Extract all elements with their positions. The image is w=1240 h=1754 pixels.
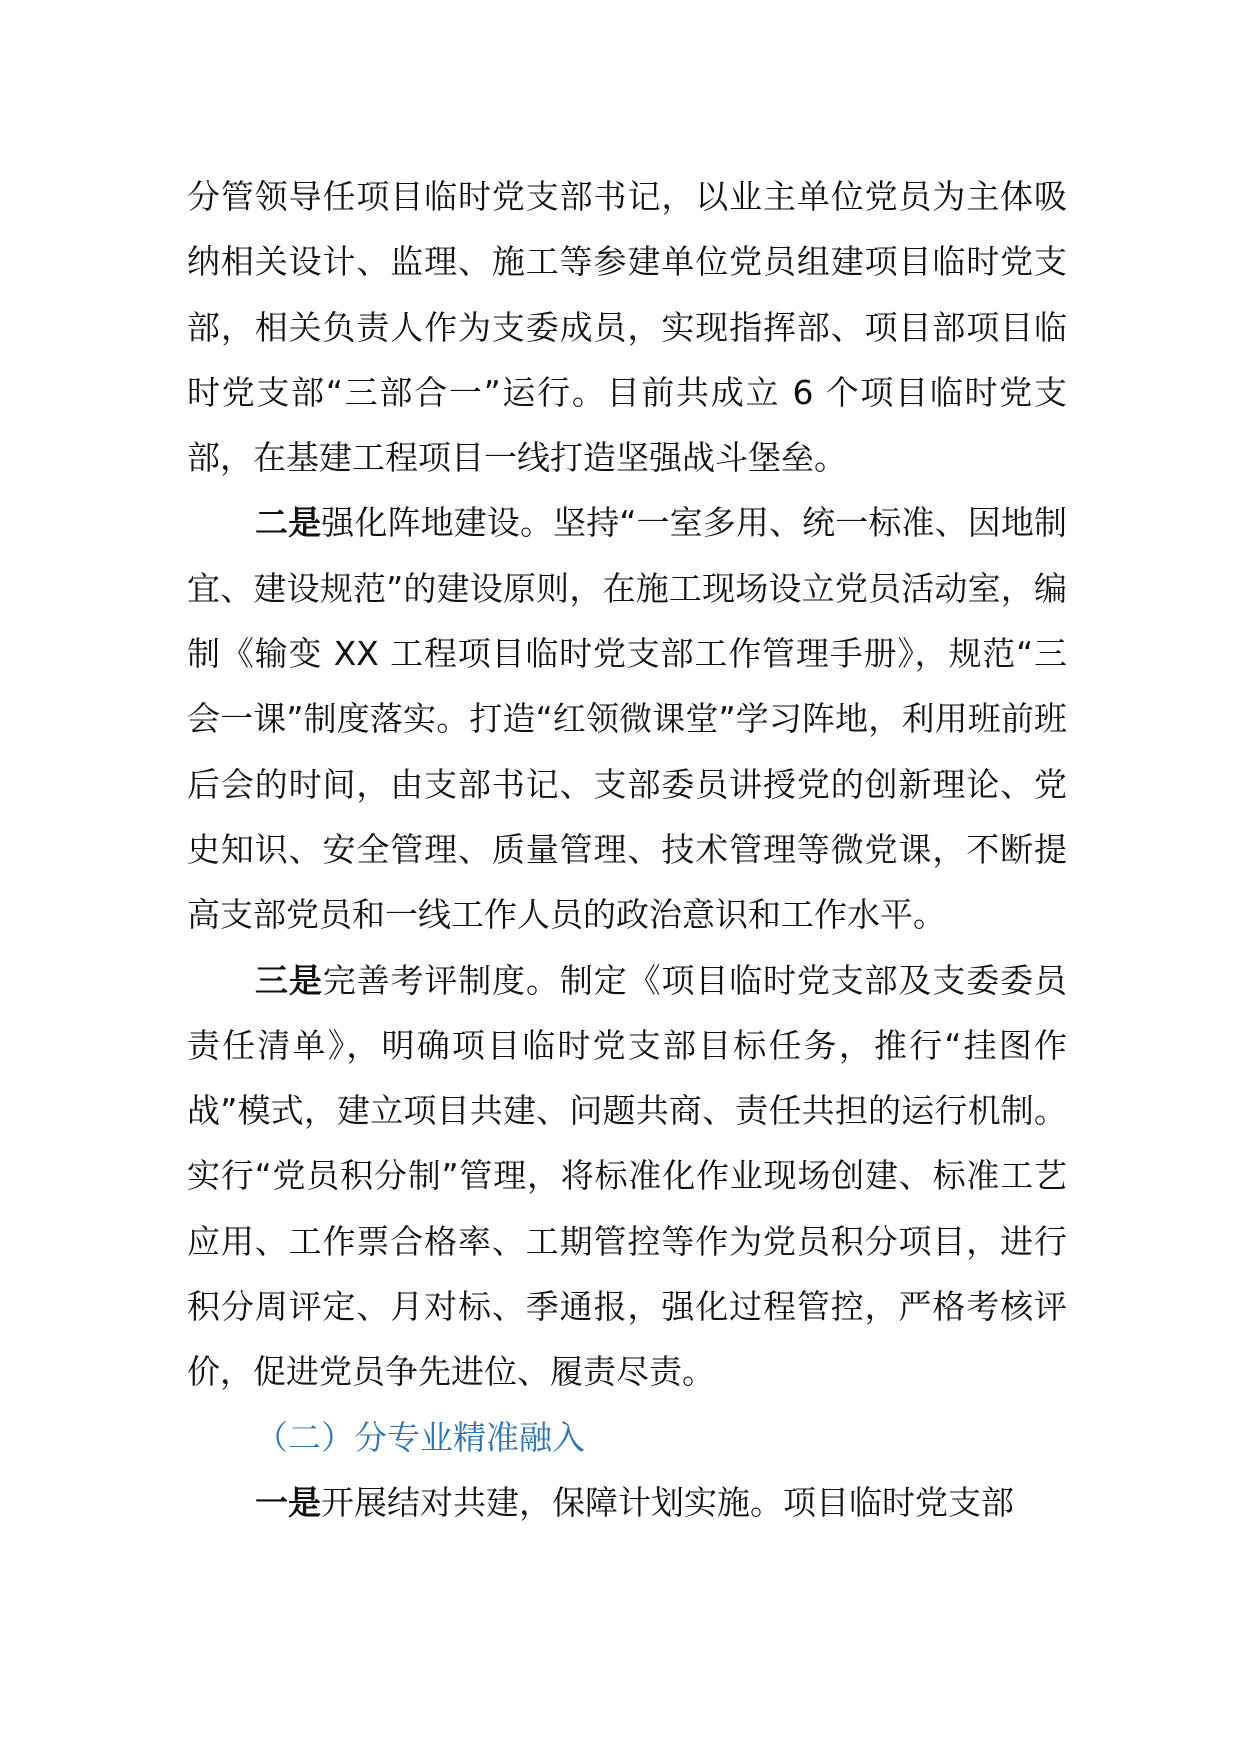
paragraph-4-lead: 一是 <box>255 1482 321 1522</box>
paragraph-2-lead: 二是 <box>255 503 322 543</box>
document-body <box>187 164 1067 1535</box>
paragraph-3-lead: 三是 <box>255 960 323 1000</box>
paragraph-3-text: 完善考评制度。制定《项目临时党支部及支委委员责任清单》，明确项目临时党支部目标任务，推行“挂图作战”模式，建立项目共建、问题共商、责任共担的运行机制。实行“党员积分制”管理，将标准化作业现场创建、标准工艺应用、工作票合格率、工期管控等作为党员积分项目，进行积分周评定、月对标、季通报，强化过程管控，严格考核评价，促进党员争先进位、履责尽责。 <box>187 960 1068 1392</box>
paragraph-4 <box>187 1470 1067 1535</box>
section-heading: （二）分专业精准融入 <box>255 1417 585 1457</box>
paragraph-1 <box>187 164 1067 490</box>
paragraph-2 <box>187 490 1067 947</box>
paragraph-4-text: 开展结对共建，保障计划实施。项目临时党支部 <box>321 1482 1014 1522</box>
paragraph-3 <box>187 948 1067 1405</box>
paragraph-1-text: 分管领导任项目临时党支部书记，以业主单位党员为主体吸纳相关设计、监理、施工等参建单位党员组建项目临时党支部，相关负责人作为支委成员，实现指挥部、项目部项目临时党支部“三部合一”运行。目前共成立 6 个项目临时党支部，在基建工程项目一线打造坚强战斗堡垒。 <box>187 177 1067 478</box>
paragraph-2-text: 强化阵地建设。坚持“一室多用、统一标准、因地制宜、建设规范”的建设原则，在施工现场设立党员活动室，编制《输变 XX 工程项目临时党支部工作管理手册》，规范“三会一课”制度落实。打造“红领微课堂”学习阵地，利用班前班后会的时间，由支部书记、支部委员讲授党的创新理论、党史知识、安全管理、质量管理、技术管理等微党课，不断提高支部党员和一线工作人员的政治意识和工作水平。 <box>187 503 1067 935</box>
